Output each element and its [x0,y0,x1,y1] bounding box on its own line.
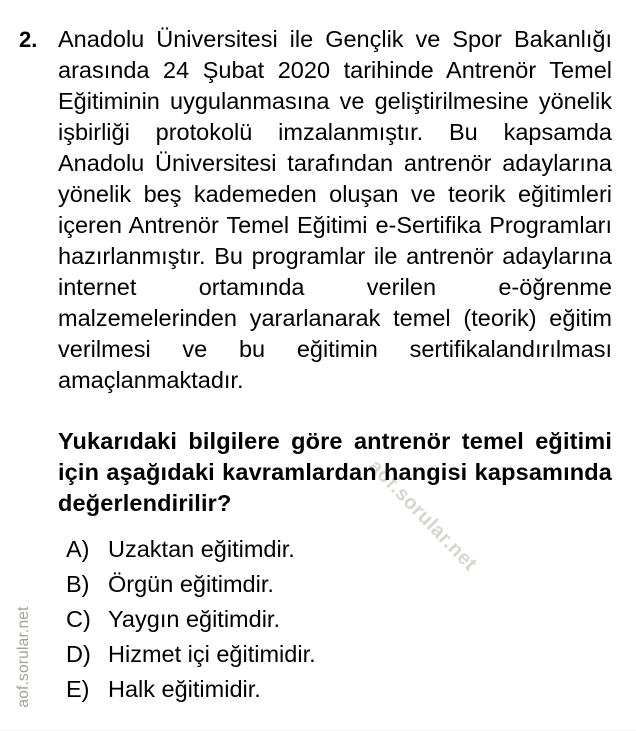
question-stem: Anadolu Üniversitesi ile Gençlik ve Spor Bakanlığı arasında 24 Şubat 2020 tarihinde Antrenör Temel Eğitiminin uygulanmasına ve geliştirilmesine yönelik işbirliği protokolü imzalanmıştır. Bu kapsamda Anadolu Üniversitesi tarafından antrenör adaylarına yönelik beş kademeden oluşan ve teorik eğitimleri içeren Antrenör Temel Eğitimi e-Sertifika Programları hazırlanmıştır. Bu programlar ile antrenör adaylarına internet ortamında verilen e-öğrenme malzemelerinden yararlanarak temel (teorik) eğitim verilmesi ve bu eğitimin sertifikalandırılması amaçlanmaktadır. [58,26,612,393]
question-number: 2. [19,27,38,52]
watermark-diagonal: aof.sorular.net [364,455,482,576]
option-e[interactable] [58,672,612,707]
option-text: Yaygın eğitimdir. [108,606,280,632]
option-text: Halk eğitimidir. [108,676,261,702]
question-prompt: Yukarıdaki bilgilere göre antrenör temel eğitimi için aşağıdaki kavramlardan hangisi kapsamında değerlendirilir? [58,428,612,516]
option-letter: A) [66,536,90,562]
option-c[interactable] [58,602,612,637]
question-body [58,24,612,519]
watermark-vertical: aof.sorular.net [15,606,32,708]
answer-options-list [58,532,612,707]
option-d[interactable] [58,637,612,672]
option-letter: C) [66,606,91,632]
option-letter: B) [66,571,90,597]
option-text: Örgün eğitimdir. [108,571,274,597]
option-letter: E) [66,676,90,702]
option-text: Uzaktan eğitimdir. [108,536,295,562]
option-b[interactable] [58,567,612,602]
option-letter: D) [66,641,91,667]
option-a[interactable] [58,532,612,567]
option-text: Hizmet içi eğitimidir. [108,641,316,667]
